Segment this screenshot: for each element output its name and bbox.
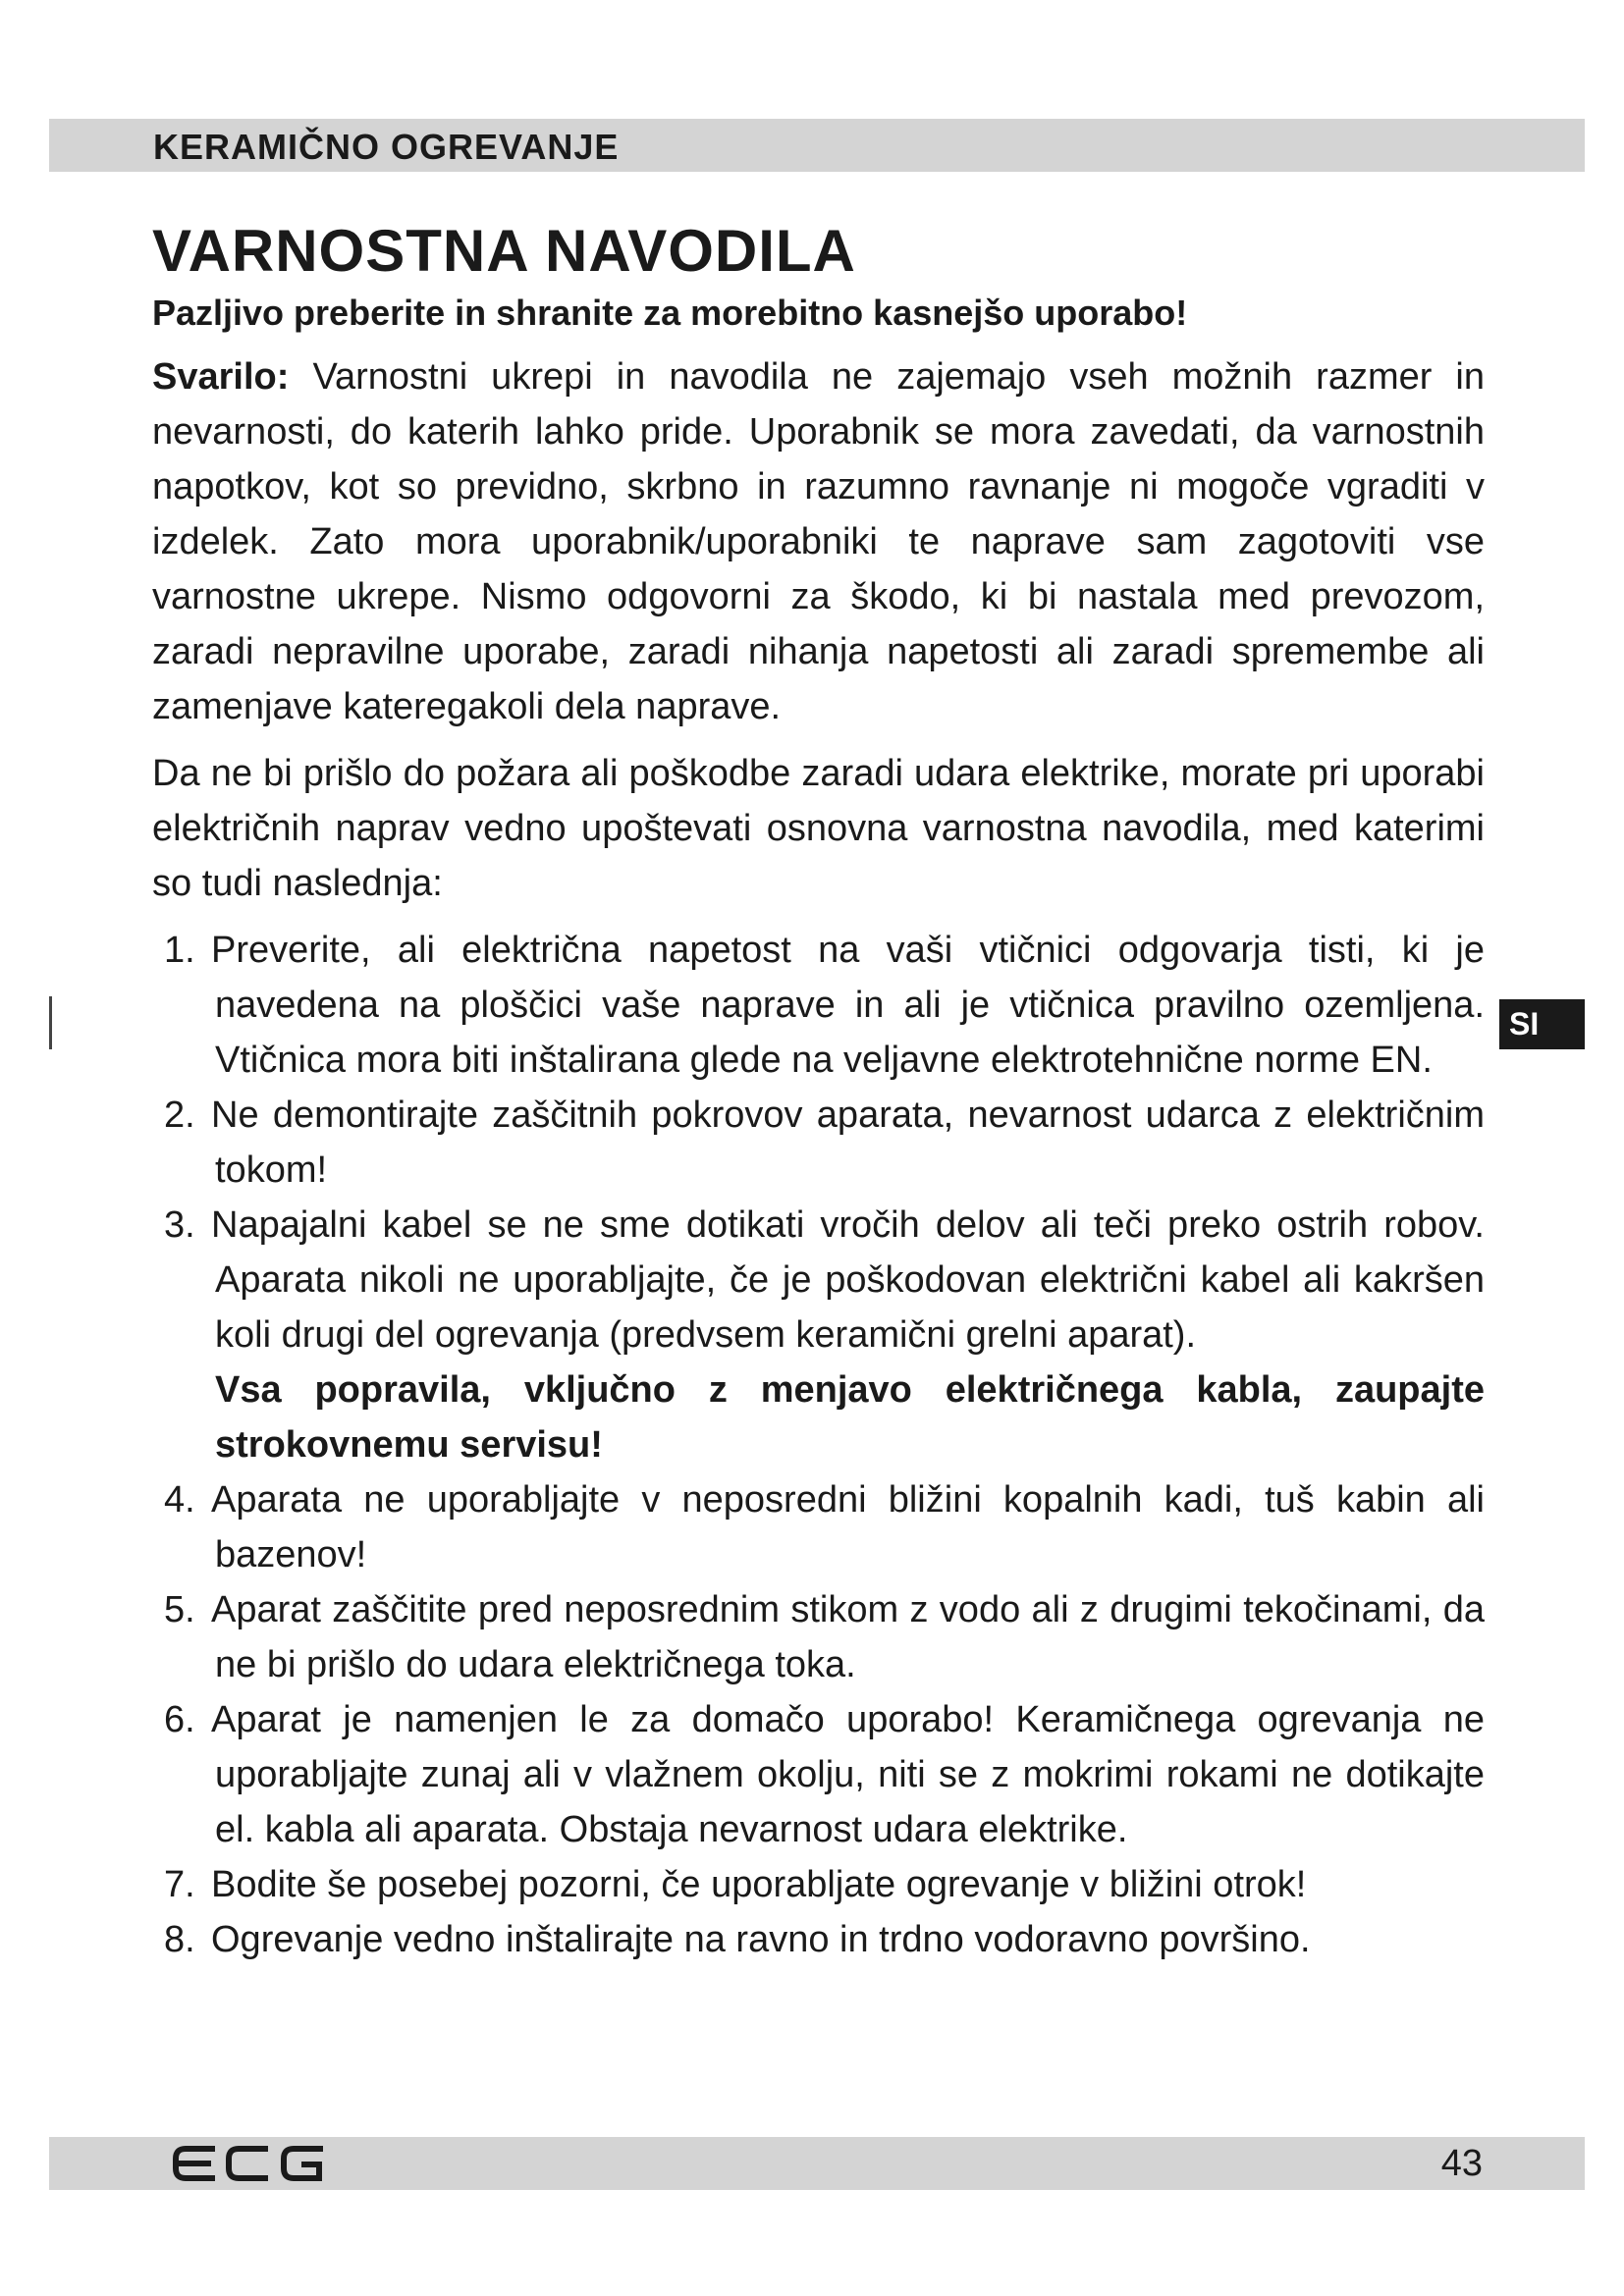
header-bar bbox=[49, 119, 1585, 172]
rule-number: 8. bbox=[164, 1919, 195, 1960]
rule-item bbox=[152, 1198, 1485, 1472]
rule-text: Bodite še posebej pozorni, če uporabljate ogrevanje v bližini otrok! bbox=[211, 1864, 1307, 1905]
rule-text: Aparata ne uporabljajte v neposredni bližini kopalnih kadi, tuš kabin ali bazenov! bbox=[211, 1479, 1485, 1575]
rule-text: Aparat zaščitite pred neposrednim stikom z vodo ali z drugimi tekočinami, da ne bi prišlo do udara električnega toka. bbox=[211, 1589, 1485, 1685]
rule-number: 1. bbox=[164, 930, 195, 971]
rule-text: Preverite, ali električna napetost na vaši vtičnici odgovarja tisti, ki je navedena na ploščici vaše naprave in ali je vtičnica pravilno ozemljena. Vtičnica mora biti inštalirana glede na veljavne elektrotehnične norme EN. bbox=[211, 930, 1485, 1081]
safety-rules-list bbox=[152, 923, 1485, 1967]
margin-mark bbox=[49, 996, 52, 1049]
rule-item bbox=[152, 1088, 1485, 1198]
rule-number: 2. bbox=[164, 1095, 195, 1136]
warning-label: Svarilo: bbox=[152, 356, 290, 398]
ecg-logo bbox=[172, 2143, 329, 2184]
section-title: KERAMIČNO OGREVANJE bbox=[153, 127, 620, 167]
rule-item bbox=[152, 923, 1485, 1088]
rule-text: Ogrevanje vedno inštalirajte na ravno in trdno vodoravno površino. bbox=[211, 1919, 1311, 1960]
rule-item bbox=[152, 1692, 1485, 1857]
rule-item bbox=[152, 1857, 1485, 1912]
page-number: 43 bbox=[1440, 2143, 1483, 2184]
rule-item bbox=[152, 1912, 1485, 1967]
warning-text: Varnostni ukrepi in navodila ne zajemajo vseh možnih razmer in nevarnosti, do katerih lahko pride. Uporabnik se mora zavedati, da varnostnih napotkov, kot so previdno, skrbno in razumno ravnanje ni mogoče vgraditi v izdelek. Zato mora uporabnik/uporabniki te naprave sam zagotoviti vse varnostne ukrepe. Nismo odgovorni za škodo, ki bi nastala med prevozom, zaradi nepravilne uporabe, zaradi nihanja napetosti ali zaradi spremembe ali zamenjave kateregakoli dela naprave. bbox=[152, 356, 1486, 727]
intro-paragraph: Da ne bi prišlo do požara ali poškodbe zaradi udara elektrike, morate pri uporabi električnih naprav vedno upoštevati osnovna varnostna navodila, med katerimi so tudi naslednja: bbox=[152, 753, 1485, 904]
rule-number: 7. bbox=[164, 1864, 195, 1905]
main-content bbox=[152, 214, 1485, 1967]
footer-bar bbox=[49, 2137, 1585, 2190]
rule-text: Ne demontirajte zaščitnih pokrovov aparata, nevarnost udarca z električnim tokom! bbox=[211, 1095, 1485, 1191]
rule-number: 4. bbox=[164, 1479, 195, 1521]
rule-number: 5. bbox=[164, 1589, 195, 1630]
rule-item bbox=[152, 1582, 1485, 1692]
rule-number: 3. bbox=[164, 1204, 195, 1246]
warning-paragraph bbox=[152, 349, 1485, 734]
rule-text: Napajalni kabel se ne sme dotikati vročih delov ali teči preko ostrih robov. Aparata nikoli ne uporabljajte, če je poškodovan električni kabel ali kakršen koli drugi del ogrevanja (predvsem keramični grelni aparat). bbox=[211, 1204, 1485, 1356]
rule-bold-note: Vsa popravila, vključno z menjavo električnega kabla, zaupajte strokovnemu servisu! bbox=[215, 1369, 1485, 1466]
rule-item bbox=[152, 1472, 1485, 1582]
subtitle: Pazljivo preberite in shranite za morebitno kasnejšo uporabo! bbox=[152, 293, 1188, 333]
rule-text: Aparat je namenjen le za domačo uporabo! Keramičnega ogrevanja ne uporabljajte zunaj ali v vlažnem okolju, niti se z mokrimi rokami ne dotikajte el. kabla ali aparata. Obstaja nevarnost udara elektrike. bbox=[211, 1699, 1485, 1850]
page-title: VARNOSTNA NAVODILA bbox=[152, 218, 856, 284]
rule-number: 6. bbox=[164, 1699, 195, 1740]
language-tab: SI bbox=[1499, 999, 1585, 1049]
